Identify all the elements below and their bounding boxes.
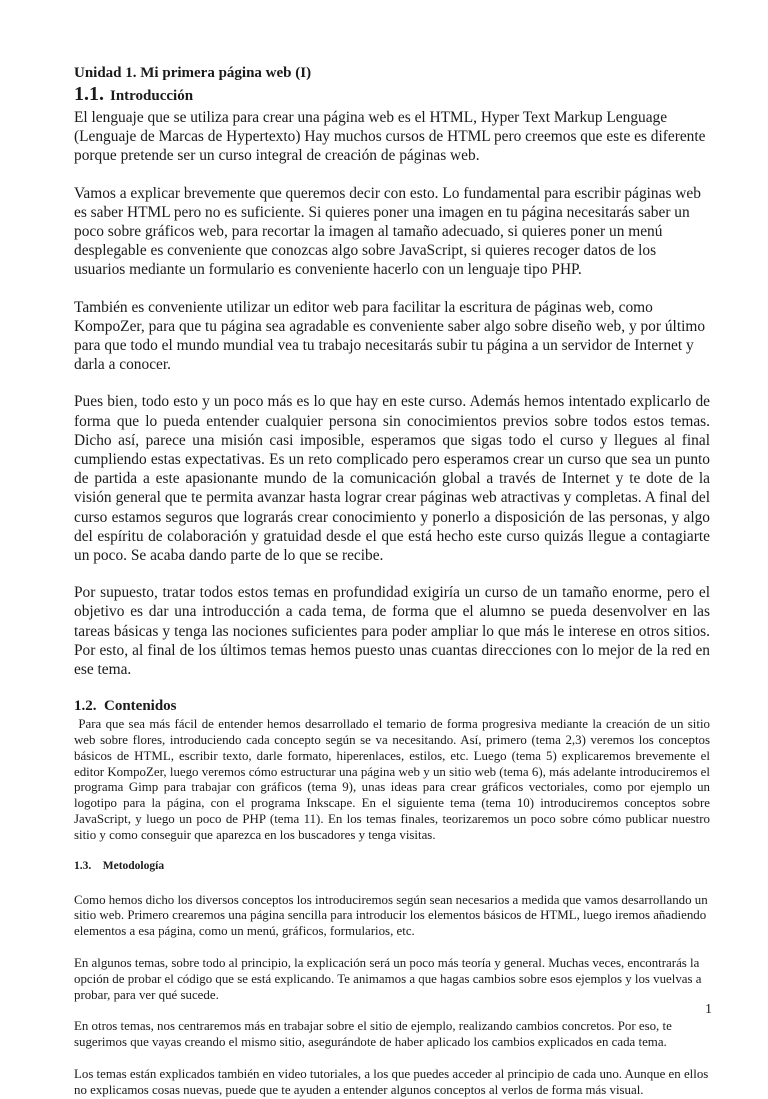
method-paragraph: Los temas están explicados también en video tutoriales, a los que puedes acceder al principio de cada uno. Aunque en ellos no explicamos cosas nuevas, puede que te ayuden a entender algunos conceptos al verlos de forma más visual. bbox=[74, 1067, 709, 1097]
method-paragraph: En otros temas, nos centraremos más en trabajar sobre el sitio de ejemplo, realizando cambios concretos. Por eso, te sugerimos que vayas creando el mismo sitio, asegurándote de haber aplicado los cambios explicados en cada tema. bbox=[74, 1019, 672, 1050]
intro-paragraph: Pues bien, todo esto y un poco más es lo que hay en este curso. Además hemos intentado explicarlo de forma que lo pueda entender cualquier persona sin conocimientos previos sobre todos estos temas. Dicho así, parece una misión casi imposible, esperamos que sigas todo el curso y llegues al final cumpliendo estas expectativas. Es un reto complicado pero esperamos crear un curso que sea un punto de partida a este apasionante mundo de la comunicación global a través de Internet y te dote de la visión general que te permita avanzar hasta lograr crear páginas web atractivas y completas. A final del curso estamos seguros que lograrás crear conocimiento y ponerlo a disposición de las personas, y algo del espíritu de colaboración y gratuidad desde el que está hecho este curso quizás llegue a contagiarte un poco. Se acaba dando parte de lo que se recibe. bbox=[74, 393, 710, 565]
section-number: 1.1. bbox=[74, 83, 104, 105]
intro-paragraph: El lenguaje que se utiliza para crear una página web es el HTML, Hyper Text Markup Lenguage (Lenguaje de Marcas de Hypertexto) Hay muchos cursos de HTML pero creemos que este es diferente porque pretende ser un curso integral de creación de páginas web. bbox=[74, 109, 706, 165]
method-paragraph: Como hemos dicho los diversos conceptos los introduciremos según sean necesarios a medida que vamos desarrollando un sitio web. Primero crearemos una página sencilla para introducir los elementos básicos de HTML, luego iremos añadiendo elementos a esa página, como un menú, gráficos, formularios, etc. bbox=[74, 892, 708, 939]
method-paragraph: En algunos temas, sobre todo al principio, la explicación será un poco más teoría y general. Muchas veces, encontrarás la opción de probar el código que se está explicando. Te animamos a que hagas cambios sobre esos ejemplos y los vuelvas a probar, para ver qué sucede. bbox=[74, 956, 702, 1002]
contents-paragraph: Para que sea más fácil de entender hemos desarrollado el temario de forma progresiva mediante la creación de un sitio web sobre flores, introduciendo cada concepto según se va necesitando. Así, primero (tema 2,3) veremos los conceptos básicos de HTML, escribir texto, darle formato, hiperenlaces, estilos, etc. Luego (tema 5) explicaremos brevemente el editor KompoZer, luego veremos cómo estructurar una página web y un sitio web (tema 6), más adelante introduciremos el programa Gimp para trabajar con gráficos (tema 9), unas ideas para crear gráficos vectoriales, como por ejemplo un logotipo para la página, con el programa Inkscape. En el siguiente tema (tema 10) introduciremos conceptos sobre JavaScript, y luego un poco de PHP (tema 11). En los temas finales, teorizaremos un poco sobre cómo publicar nuestro sitio y como conseguir que aparezca en los buscadores y tenga visitas. bbox=[74, 717, 710, 842]
intro-paragraph: Vamos a explicar brevemente que queremos decir con esto. Lo fundamental para escribir páginas web es saber HTML pero no es suficiente. Si quieres poner una imagen en tu página necesitarás saber un poco sobre gráficos web, para recortar la imagen al tamaño adecuado, si quieres poner un menú desplegable es conveniente que conozcas algo sobre JavaScript, si quieres recoger datos de los usuarios mediante un formulario es conveniente hacerlo con un lenguaje tipo PHP. bbox=[74, 184, 701, 279]
section-title: Introducción bbox=[110, 88, 194, 104]
section-heading-metodologia: 1.3. Metodología bbox=[74, 859, 165, 872]
page-number: 1 bbox=[705, 1002, 712, 1017]
intro-paragraph: También es conveniente utilizar un editor web para facilitar la escritura de páginas web, como KompoZer, para que tu página sea agradable es conveniente saber algo sobre diseño web, y por último para que todo el mundo mundial vea tu trabajo necesitarás subir tu página a un servidor de Internet y darla a conocer. bbox=[74, 298, 706, 374]
section-heading-introduccion bbox=[74, 83, 710, 106]
unit-title: Unidad 1. Mi primera página web (I) bbox=[74, 65, 312, 81]
section-heading-contenidos: 1.2. Contenidos bbox=[74, 698, 177, 715]
intro-paragraph: Por supuesto, tratar todos estos temas en profundidad exigiría un curso de un tamaño enorme, pero el objetivo es dar una introducción a cada tema, de forma que el alumno se pueda desenvolver en las tareas básicas y tenga las nociones suficientes para poder ampliar lo que más le interese en otros sitios. Por esto, al final de los últimos temas hemos puesto unas cuantas direcciones con lo mejor de la red en ese tema. bbox=[74, 584, 710, 679]
